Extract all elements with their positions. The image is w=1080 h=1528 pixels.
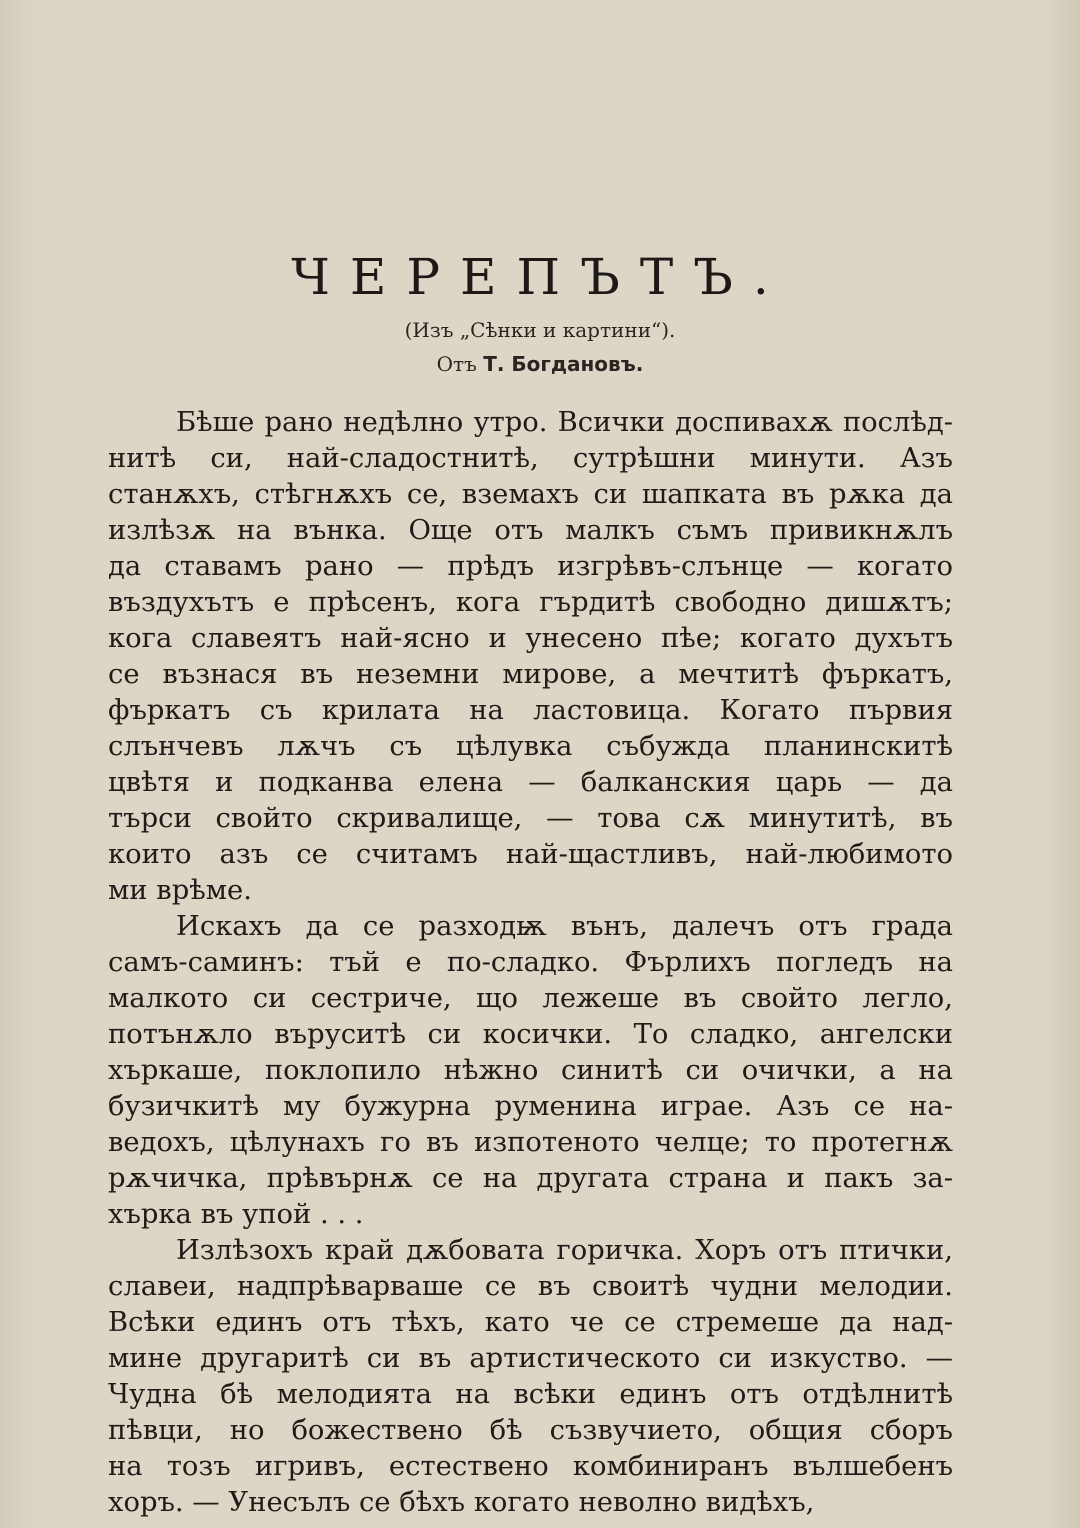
text-line: ведохъ, цѣлунахъ го въ изпотеното челце; то протегнѫ [108,1127,953,1158]
text-line: пѣвци, но божествено бѣ съзвучието, общия сборъ [108,1415,953,1446]
text-line: Излѣзохъ край дѫбовата горичка. Хоръ отъ птички, [176,1235,953,1266]
article-body [108,405,953,1521]
byline-prefix: Отъ [436,352,477,376]
text-line: кога славеятъ най-ясно и унесено пѣе; когато духътъ [108,623,953,654]
text-line: на тозъ игривъ, естествено комбиниранъ вълшебенъ [108,1451,953,1482]
text-line: Бѣше рано недѣлно утро. Всички доспивахѫ послѣд- [176,407,953,438]
byline [0,352,1080,376]
source-note: (Изъ „Сѣнки и картини“). [404,318,676,342]
text-line: фъркатъ съ крилата на ластовица. Когато първия [108,695,953,726]
text-line: Всѣки единъ отъ тѣхъ, като че се стремеше да над- [108,1307,953,1338]
text-line: рѫчичка, прѣвърнѫ се на другата страна и пакъ за- [108,1163,953,1194]
text-line: мине другаритѣ си въ артистическото си изкуство. — [108,1343,953,1374]
paragraph [108,909,953,1233]
text-line: потънѫло въруситѣ си косички. То сладко, ангелски [108,1019,953,1050]
text-line: хърка въ упой . . . [108,1199,364,1230]
text-line: самъ-саминъ: тъй е по-сладко. Фърлихъ погледъ на [108,947,953,978]
author-name: Т. Богдановъ. [483,352,644,376]
text-line: хоръ. — Унесълъ се бѣхъ когато неволно видѣхъ, [108,1487,815,1518]
text-line: Чудна бѣ мелодията на всѣки единъ отъ отдѣлнитѣ [108,1379,953,1410]
text-line: малкото си сестриче, що лежеше въ свойто легло, [108,983,953,1014]
page-title: ЧЕРЕПЪТЪ. [291,248,789,306]
text-line: станѫхъ, стѣгнѫхъ се, вземахъ си шапката въ рѫка да [108,479,953,510]
text-line: цвѣтя и подканва елена — балканския царь — да [108,767,953,798]
text-line: които азъ се считамъ най-щастливъ, най-любимото [108,839,953,870]
text-line: да ставамъ рано — прѣдъ изгрѣвъ-слънце — когато [108,551,953,582]
text-line: търси свойто скривалище, — това сѫ минутитѣ, въ [108,803,953,834]
paragraph [108,405,953,909]
text-line: бузичкитѣ му бужурна руменина играе. Азъ се на- [108,1091,953,1122]
text-line: се възнася въ неземни мирове, а мечтитѣ фъркатъ, [108,659,953,690]
text-line: хъркаше, поклопило нѣжно синитѣ си очички, а на [108,1055,953,1086]
text-line: въздухътъ е прѣсенъ, кога гърдитѣ свободно дишѫтъ; [108,587,953,618]
text-line: нитѣ си, най-сладостнитѣ, сутрѣшни минути. Азъ [108,443,953,474]
text-line: ми врѣме. [108,875,252,906]
paragraph [108,1233,953,1521]
text-line: славеи, надпрѣварваше се въ своитѣ чудни мелодии. [108,1271,953,1302]
text-line: излѣзѫ на вънка. Още отъ малкъ съмъ привикнѫлъ [108,515,953,546]
text-line: слънчевъ лѫчъ съ цѣлувка събужда планинскитѣ [108,731,953,762]
text-line: Искахъ да се разходѭ вънъ, далечъ отъ града [176,911,953,942]
